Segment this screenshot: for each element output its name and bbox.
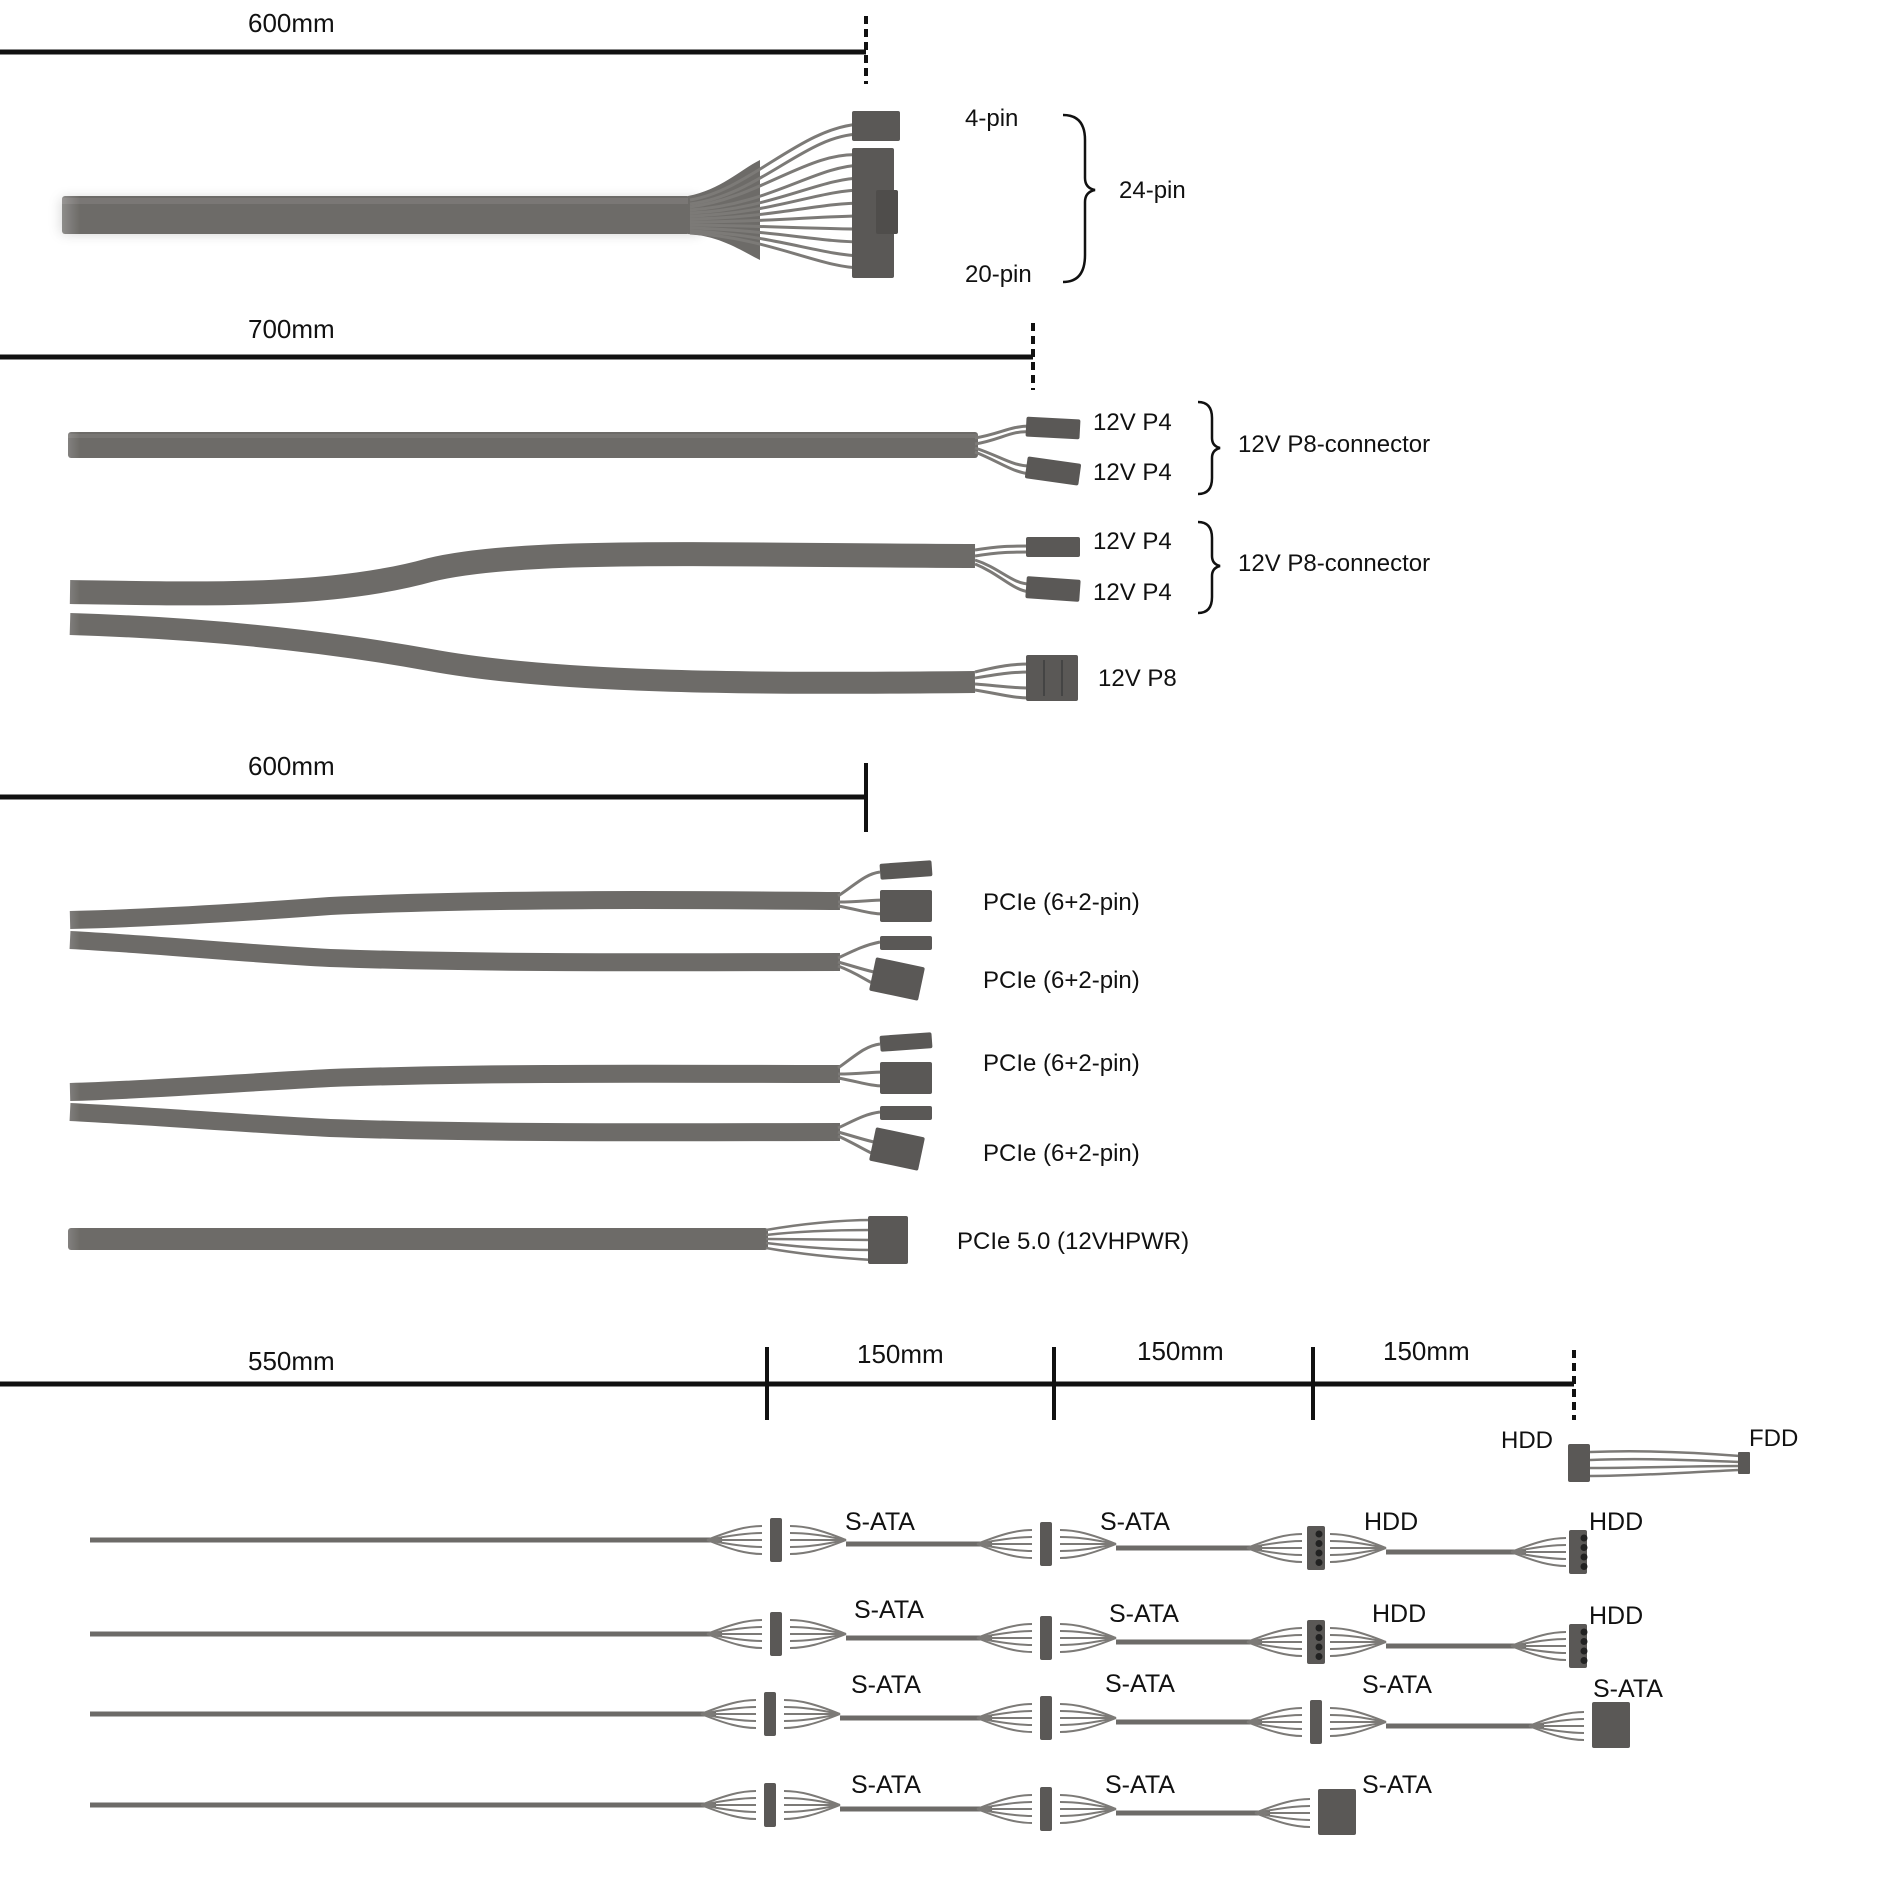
adapter-hdd-label: HDD [1501,1427,1553,1454]
cpu2-p4-top-label: 12V P4 [1093,528,1172,555]
sata-connector [770,1518,782,1562]
sata-connector [764,1692,776,1736]
peripheral-connector-label: HDD [1364,1508,1419,1536]
pcie-4-label: PCIe (6+2-pin) [983,1140,1140,1167]
cpu1-group-label: 12V P8-connector [1238,431,1431,458]
dimension-pcie [0,751,866,832]
peripheral-connector-label: S-ATA [1109,1600,1179,1628]
dimension-label-peripheral-seg3: 150mm [1383,1336,1470,1366]
peripheral-connector-label: S-ATA [1105,1771,1175,1799]
peripheral-connector-label: S-ATA [851,1671,921,1699]
pcie-1-label: PCIe (6+2-pin) [983,889,1140,916]
peripheral-connector-label: S-ATA [1362,1771,1432,1799]
atx-4pin-connector [852,111,900,141]
atx-24pin-cable [0,111,900,278]
cpu2-group-brace [1198,522,1220,613]
sata-connector [1040,1696,1052,1740]
sata-connector [1040,1787,1052,1831]
dimension-label-peripheral-main: 550mm [248,1346,335,1376]
pcie-2-label: PCIe (6+2-pin) [983,967,1140,994]
pcie-cable-pair-b [0,1032,932,1171]
cpu1-group-brace [1198,402,1220,494]
peripheral-connector-label: HDD [1589,1602,1644,1630]
hdd-fdd-adapter [1568,1444,1750,1482]
cpu-p8-label: 12V P8 [1098,665,1177,692]
atx-4pin-label: 4-pin [965,105,1019,132]
sata-end-connector [1592,1702,1630,1748]
dimension-label-atx: 600mm [248,8,335,38]
cpu2-group-label: 12V P8-connector [1238,550,1431,577]
cpu2-p4-bottom-label: 12V P4 [1093,579,1172,606]
dimension-label-peripheral-seg2: 150mm [1137,1336,1224,1366]
sata-connector [764,1783,776,1827]
cpu-cable-2 [0,537,1081,701]
dimension-peripheral [0,1336,1574,1420]
atx-group-brace [1063,115,1095,282]
sata-connector [1310,1700,1322,1744]
peripheral-connector-label: S-ATA [845,1508,915,1536]
peripheral-cable-row [90,1670,1663,1748]
atx-20pin-label: 20-pin [965,261,1032,288]
pcie-3-label: PCIe (6+2-pin) [983,1050,1140,1077]
peripheral-cable-row [90,1508,1643,1574]
dimension-cpu [0,314,1033,390]
peripheral-connector-label: HDD [1372,1600,1427,1628]
sata-end-connector [1318,1789,1356,1835]
pcie-cable-pair-a [0,860,932,1001]
peripheral-cable-row [90,1596,1643,1668]
cpu-p8-connector [1026,655,1078,701]
adapter-fdd-label: FDD [1749,1425,1799,1452]
cpu-cable-1 [0,417,1081,486]
dimension-label-cpu: 700mm [248,314,335,344]
pcie5-label: PCIe 5.0 (12VHPWR) [957,1228,1190,1255]
cpu1-p4-bottom-label: 12V P4 [1093,459,1172,486]
sata-connector [1040,1616,1052,1660]
dimension-label-peripheral-seg1: 150mm [857,1339,944,1369]
peripheral-cables [90,1508,1663,1835]
peripheral-connector-label: S-ATA [1593,1675,1663,1703]
dimension-atx [0,8,866,84]
cpu1-p4-top-label: 12V P4 [1093,409,1172,436]
12vhpwr-connector [868,1216,908,1264]
peripheral-cable-row [90,1771,1432,1835]
dimension-label-pcie: 600mm [248,751,335,781]
pcie5-12vhpwr-cable [0,1216,908,1264]
peripheral-connector-label: S-ATA [1362,1671,1432,1699]
peripheral-connector-label: HDD [1589,1508,1644,1536]
peripheral-connector-label: S-ATA [1105,1670,1175,1698]
peripheral-connector-label: S-ATA [851,1771,921,1799]
peripheral-connector-label: S-ATA [854,1596,924,1624]
sata-connector [1040,1522,1052,1566]
peripheral-connector-label: S-ATA [1100,1508,1170,1536]
sata-connector [770,1612,782,1656]
atx-group-label: 24-pin [1119,177,1186,204]
